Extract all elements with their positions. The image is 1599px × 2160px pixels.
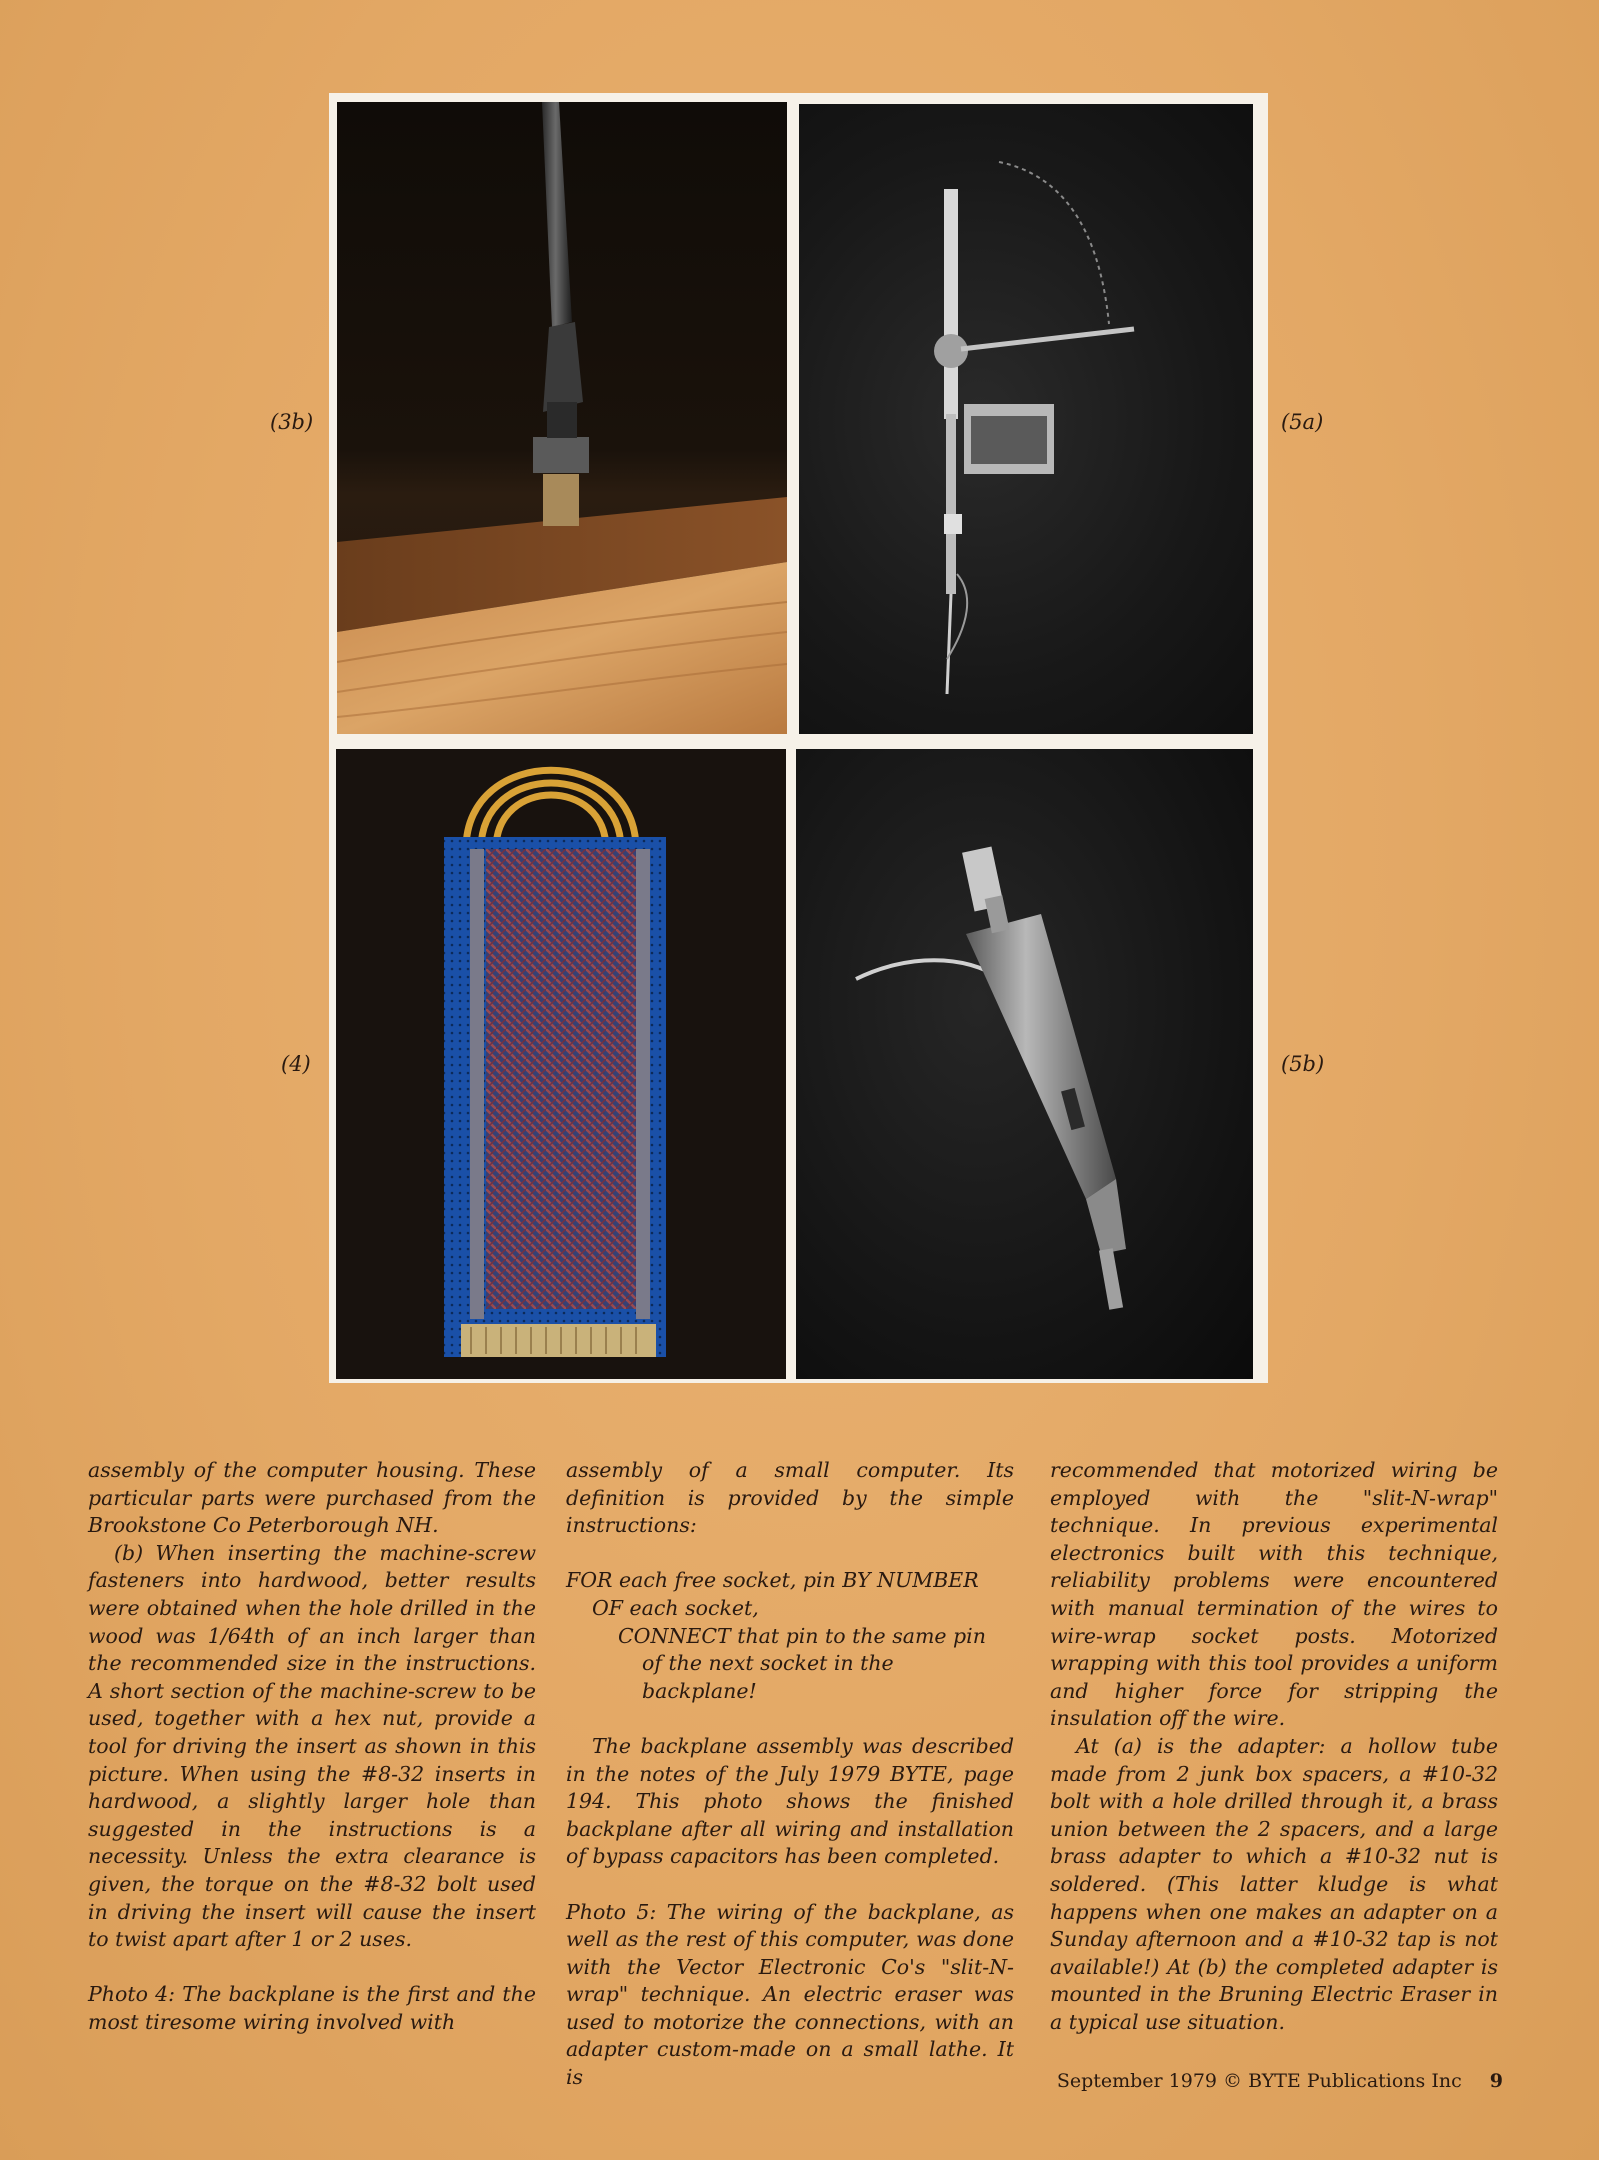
eraser-illustration (796, 749, 1253, 1379)
col2-paragraph-2: The backplane assembly was described in the notes of the July 1979 BYTE, page 194. This photo shows the finished backplane after all wiring and installation of bypass capacitors has been completed. (566, 1733, 1014, 1869)
photo-3b-insert-on-wood (337, 102, 787, 734)
footer-credit: September 1979 © BYTE Publications Inc (1056, 2070, 1462, 2092)
text-column-1 (88, 1457, 536, 2036)
instruction-line-3: CONNECT that pin to the same pin (618, 1623, 986, 1648)
figure-label-5b: (5b) (1281, 1052, 1325, 1076)
col3-paragraph-1: recommended that motorized wiring be employed with the "slit-N-wrap" technique. In previous experimental electronics built with this technique, reliability problems were encountered with manual termination of the wires to wire-wrap socket posts. Motorized wrapping with this tool provides a uniform and higher force for stripping the insulation off the wire. (1050, 1458, 1498, 1731)
photo-grid (329, 93, 1268, 1383)
text-column-3 (1050, 1457, 1498, 2036)
photo-4-backplane (336, 749, 786, 1379)
instruction-line-2: OF each socket, (592, 1595, 759, 1620)
page-number: 9 (1489, 2070, 1503, 2092)
col2-paragraph-1: assembly of a small computer. Its definition is provided by the simple instructions: (566, 1458, 1014, 1538)
photo-5b-electric-eraser (796, 749, 1253, 1379)
figure-label-4: (4) (281, 1052, 311, 1076)
instruction-block (566, 1567, 1014, 1705)
backplane-illustration (336, 749, 786, 1379)
wood-insert-illustration (337, 102, 787, 734)
instruction-line-4: of the next socket in the backplane! (642, 1651, 894, 1703)
photo-5a-adapter (799, 104, 1253, 734)
figure-label-3b: (3b) (270, 410, 314, 434)
col1-paragraph-1: assembly of the computer housing. These particular parts were purchased from the Brookstone Co Peterborough NH. (88, 1458, 536, 1538)
adapter-illustration (799, 104, 1253, 734)
page-footer (1057, 2070, 1503, 2092)
instruction-line-1: FOR each free socket, pin BY NUMBER (566, 1568, 979, 1593)
col3-paragraph-2: At (a) is the adapter: a hollow tube made from 2 junk box spacers, a #10-32 bolt with a hole drilled through it, a brass union between the 2 spacers, and a large brass adapter to which a #10-32 nut is soldered. (This latter kludge is what happens when one makes an adapter on a Sunday afternoon and a #10-32 tap is not available!) At (b) the completed adapter is mounted in the Bruning Electric Eraser in a typical use situation. (1050, 1733, 1498, 2034)
photo-4-caption-start: Photo 4: The backplane is the first and the most tiresome wiring involved with (88, 1982, 536, 2034)
col1-paragraph-2: (b) When inserting the machine-screw fasteners into hardwood, better results were obtained when the hole drilled in the wood was 1/64th of an inch larger than the recommended size in the instructions. A short section of the machine-screw to be used, together with a hex nut, provide a tool for driving the insert as shown in this picture. When using the #8-32 inserts in hardwood, a slightly larger hole than suggested in the instructions is a necessity. Unless the extra clearance is given, the torque on the #8-32 bolt used in driving the insert will cause the insert to twist apart after 1 or 2 uses. (88, 1540, 536, 1952)
text-column-2 (566, 1457, 1014, 2092)
figure-label-5a: (5a) (1281, 410, 1324, 434)
photo-5-caption-start: Photo 5: The wiring of the backplane, as well as the rest of this computer, was done with the Vector Electronic Co's "slit-N-wrap" technique. An electric eraser was used to motorize the connections, with an adapter custom-made on a small lathe. It is (566, 1899, 1014, 2090)
